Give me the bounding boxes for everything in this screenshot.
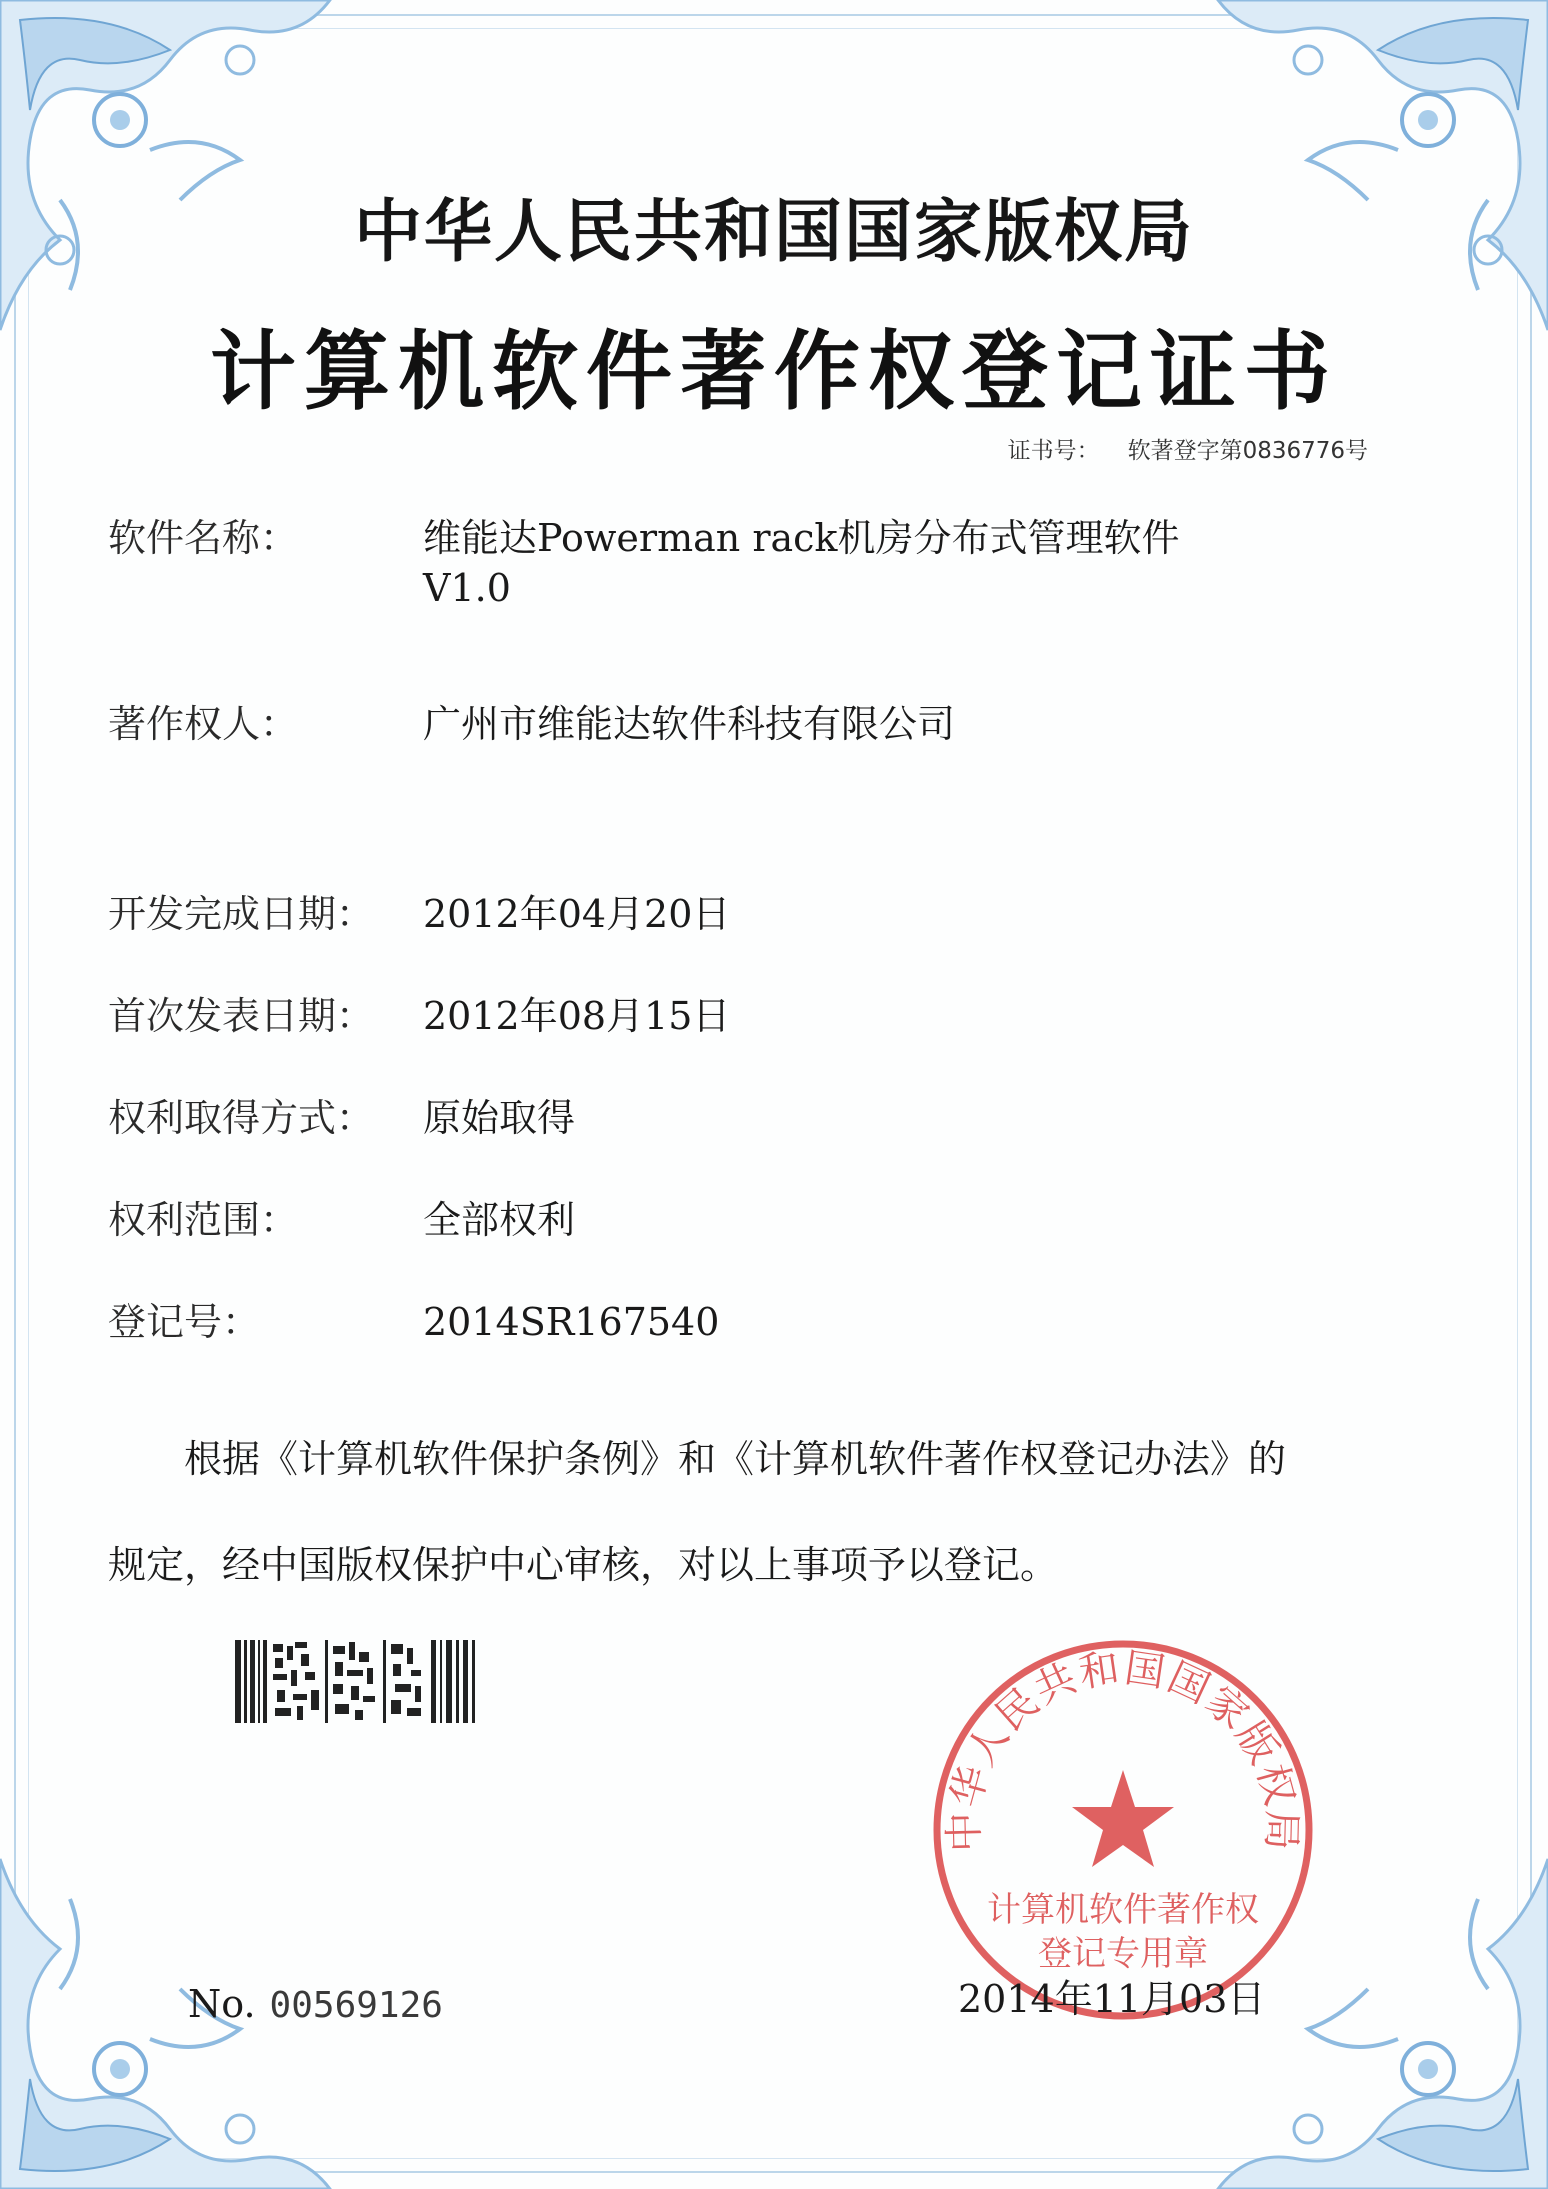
field-label: 首次发表日期： — [108, 994, 375, 1038]
issue-date: 2014年11月03日 — [958, 1977, 1266, 2021]
seal-inner-line-1: 计算机软件著作权 — [987, 1890, 1259, 1930]
field-label: 权利范围： — [108, 1198, 299, 1242]
declaration-line-2: 规定，经中国版权保护中心审核，对以上事项予以登记。 — [108, 1543, 1059, 1587]
field-value: 维能达Powerman rack机房分布式管理软件 — [423, 516, 1180, 560]
certificate-number-value: 软著登字第0836776号 — [1127, 438, 1368, 464]
serial-number — [188, 1982, 443, 2026]
field-value: 全部权利 — [423, 1198, 576, 1242]
certificate-number — [1008, 432, 1368, 465]
seal-inner-line-2: 登记专用章 — [1038, 1934, 1208, 1974]
field-value: 2012年08月15日 — [423, 994, 731, 1038]
issuer-heading: 中华人民共和国国家版权局 — [353, 193, 1194, 272]
serial-number-value: 00569126 — [269, 1985, 443, 2026]
field-label: 权利取得方式： — [108, 1096, 375, 1140]
field-value-line2: V1.0 — [423, 566, 511, 610]
seal-outer-text: 中华人民共和国国家版权局 — [941, 1645, 1305, 1853]
star-icon — [1072, 1770, 1174, 1867]
barcode — [235, 1640, 480, 1723]
declaration-line-1: 根据《计算机软件保护条例》和《计算机软件著作权登记办法》的 — [184, 1437, 1287, 1481]
serial-prefix: No. — [188, 1982, 256, 2026]
field-label: 著作权人： — [108, 702, 299, 746]
certificate-title: 计算机软件著作权登记证书 — [210, 321, 1338, 422]
certificate-number-label: 证书号： — [1007, 438, 1100, 464]
field-label: 软件名称： — [108, 516, 299, 560]
field-value: 广州市维能达软件科技有限公司 — [423, 702, 956, 746]
field-label: 登记号： — [108, 1300, 261, 1344]
field-value: 2014SR167540 — [423, 1300, 720, 1344]
official-seal — [928, 1635, 1318, 2025]
field-value: 原始取得 — [423, 1096, 576, 1140]
field-label: 开发完成日期： — [108, 892, 375, 936]
field-value: 2012年04月20日 — [423, 892, 731, 936]
